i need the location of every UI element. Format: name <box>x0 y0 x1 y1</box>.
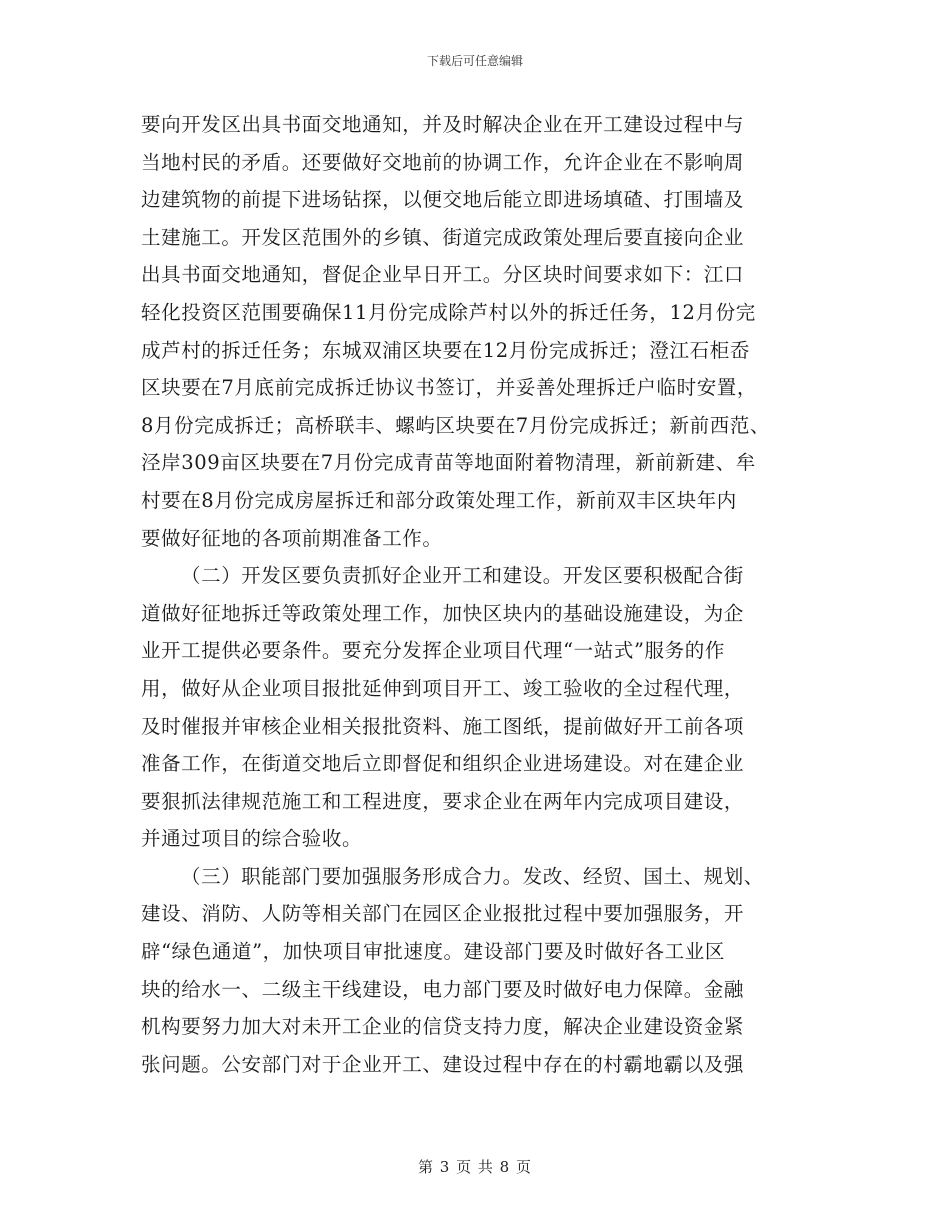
text-line: 并通过项目的综合验收。 <box>141 827 363 851</box>
text-line: 及时催报并审核企业相关报批资料、施工图纸，提前做好开工前各项 <box>141 714 745 738</box>
text-line: 要做好征地的各项前期准备工作。 <box>141 526 443 550</box>
text-line: 当地村民的矛盾。还要做好交地前的协调工作，允许企业在不影响周 <box>141 150 745 174</box>
text-line: 机构要努力加大对未开工企业的信贷支持力度，解决企业建设资金紧 <box>141 1015 745 1039</box>
text-line: 用，做好从企业项目报批延伸到项目开工、竣工验收的全过程代理， <box>141 676 745 700</box>
text-line: 道做好征地拆迁等政策处理工作，加快区块内的基础设施建设，为企 <box>141 601 745 625</box>
text-line: 村要在8月份完成房屋拆迁和部分政策处理工作，新前双丰区块年内 <box>141 488 737 512</box>
text-line: 土建施工。开发区范围外的乡镇、街道完成政策处理后要直接向企业 <box>141 225 745 249</box>
text-line: （三）职能部门要加强服务形成合力。发改、经贸、国土、规划、 <box>181 864 764 888</box>
text-line: 泾岸309亩区块要在7月份完成青苗等地面附着物清理，新前新建、牟 <box>141 451 756 475</box>
text-line: 出具书面交地通知，督促企业早日开工。分区块时间要求如下：江口 <box>141 263 745 287</box>
text-line: （二）开发区要负责抓好企业开工和建设。开发区要积极配合街 <box>181 564 744 588</box>
text-line: 张问题。公安部门对于企业开工、建设过程中存在的村霸地霸以及强 <box>141 1052 745 1076</box>
text-line: 边建筑物的前提下进场钻探，以便交地后能立即进场填碴、打围墙及 <box>141 188 745 212</box>
text-line: 要向开发区出具书面交地通知，并及时解决企业在开工建设过程中与 <box>141 113 745 136</box>
text-line: 要狠抓法律规范施工和工程进度，要求企业在两年内完成项目建设， <box>141 789 745 813</box>
text-line: 8月份完成拆迁；高桥联丰、螺屿区块要在7月份完成拆迁；新前西范、 <box>141 413 771 437</box>
text-line: 辟“绿色通道”，加快项目审批速度。建设部门要及时做好各工业区 <box>141 940 725 964</box>
text-line: 区块要在7月底前完成拆迁协议书签订，并妥善处理拆迁户临时安置， <box>141 376 758 400</box>
page-header: 下载后可任意编辑 <box>426 54 523 68</box>
text-line: 业开工提供必要条件。要充分发挥企业项目代理“一站式”服务的作 <box>141 639 725 663</box>
document-body <box>141 106 831 1083</box>
text-line: 块的给水一、二级主干线建设，电力部门要及时做好电力保障。金融 <box>141 977 745 1001</box>
text-line: 成芦村的拆迁任务；东城双浦区块要在12月份完成拆迁；澄江石柜岙 <box>141 338 750 362</box>
text-line: 准备工作，在街道交地后立即督促和组织企业进场建设。对在建企业 <box>141 752 745 776</box>
text-line: 轻化投资区范围要确保11月份完成除芦村以外的拆迁任务，12月份完 <box>141 300 756 324</box>
text-line: 建设、消防、人防等相关部门在园区企业报批过程中要加强服务，开 <box>141 902 745 926</box>
page-footer: 第 3 页 共 8 页 <box>418 1158 532 1176</box>
